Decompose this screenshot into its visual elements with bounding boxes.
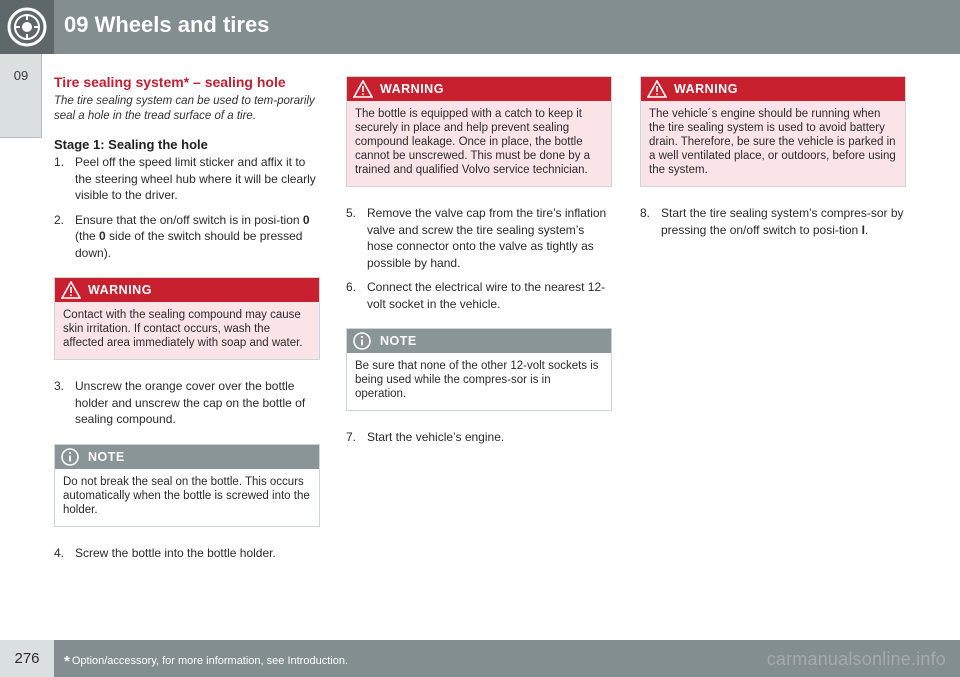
page-footer: [0, 640, 960, 677]
note-text: Be sure that none of the other 12-volt sockets is being used while the compres-sor is in operation.: [347, 353, 611, 410]
warning-box: [54, 277, 320, 360]
note-label: NOTE: [88, 449, 125, 464]
note-box: [346, 328, 612, 411]
watermark: carmanualsonline.info: [766, 649, 946, 669]
steps-list-4: [346, 205, 612, 312]
step-1: 1. Peel off the speed limit sticker and affix it to the steering wheel hub where it will be clearly visible to the driver.: [54, 155, 316, 202]
steps-list-3: [54, 545, 320, 562]
warning-triangle-icon: [647, 80, 667, 98]
step-5: 5. Remove the valve cap from the tire’s inflation valve and screw the tire sealing system’s hose connector onto the valve as tightly as possible by hand.: [346, 206, 607, 270]
section-intro: The tire sealing system can be used to tem-porarily seal a hole in the tread surface of a tire.: [54, 95, 315, 122]
step-6: 6. Connect the electrical wire to the nearest 12-volt socket in the vehicle.: [346, 280, 606, 311]
warning-label: WARNING: [88, 283, 152, 297]
info-icon: [353, 332, 371, 350]
column-2: [346, 74, 612, 454]
step-4: 4. Screw the bottle into the bottle holder.: [54, 545, 276, 560]
warning-triangle-icon: [61, 281, 81, 299]
step-8: 8. Start the tire sealing system’s compres-sor by pressing the on/off switch to posi-tion I.: [640, 206, 904, 237]
warning-box: [346, 76, 612, 187]
column-1: [54, 74, 320, 569]
step-7: 7. Start the vehicle’s engine.: [346, 430, 505, 444]
warning-text: Contact with the sealing compound may cause skin irritation. If contact occurs, wash the affected area immediately with soap and water.: [55, 302, 319, 359]
warning-text: The vehicle´s engine should be running when the tire sealing system is used to avoid battery drain. Therefore, be sure the vehicle is parked in a well ventilated place, or outdoors, before using the system.: [641, 101, 905, 186]
warning-label: WARNING: [380, 82, 444, 96]
page-header: [0, 0, 960, 54]
info-icon: [61, 448, 79, 466]
steps-list-6: [640, 205, 906, 238]
chapter-title: 09 Wheels and tires: [64, 12, 270, 37]
section-title: Tire sealing system* – sealing hole: [54, 74, 286, 90]
chapter-tab-label: 09: [13, 68, 29, 83]
note-label: NOTE: [380, 334, 417, 348]
stage-title: Stage 1: Sealing the hole: [54, 137, 208, 152]
footnote: * Option/accessory, for more information, see Introduction.: [64, 653, 348, 670]
step-3: 3. Unscrew the orange cover over the bottle holder and unscrew the cap on the bottle of sealing compound.: [54, 379, 306, 426]
steps-list-5: [346, 429, 612, 446]
column-3: [640, 74, 906, 246]
page-number: 276: [0, 640, 54, 677]
warning-triangle-icon: [353, 80, 373, 98]
steps-list-1: [54, 154, 320, 261]
chapter-tab: [0, 54, 42, 138]
note-text: Do not break the seal on the bottle. This occurs automatically when the bottle is screwed into the holder.: [55, 469, 319, 526]
steps-list-2: [54, 378, 320, 428]
tire-icon: [0, 0, 54, 54]
step-2: 2. Ensure that the on/off switch is in posi-tion 0 (the 0 side of the switch should be pressed down).: [54, 212, 310, 260]
warning-label: WARNING: [674, 82, 738, 96]
warning-box: [640, 76, 906, 187]
warning-text: The bottle is equipped with a catch to keep it securely in place and help prevent sealing compound leakage. Once in place, the bottle cannot be unscrewed. This must be done by a trained and qualified Volvo service technician.: [347, 101, 611, 186]
note-box: [54, 444, 320, 527]
